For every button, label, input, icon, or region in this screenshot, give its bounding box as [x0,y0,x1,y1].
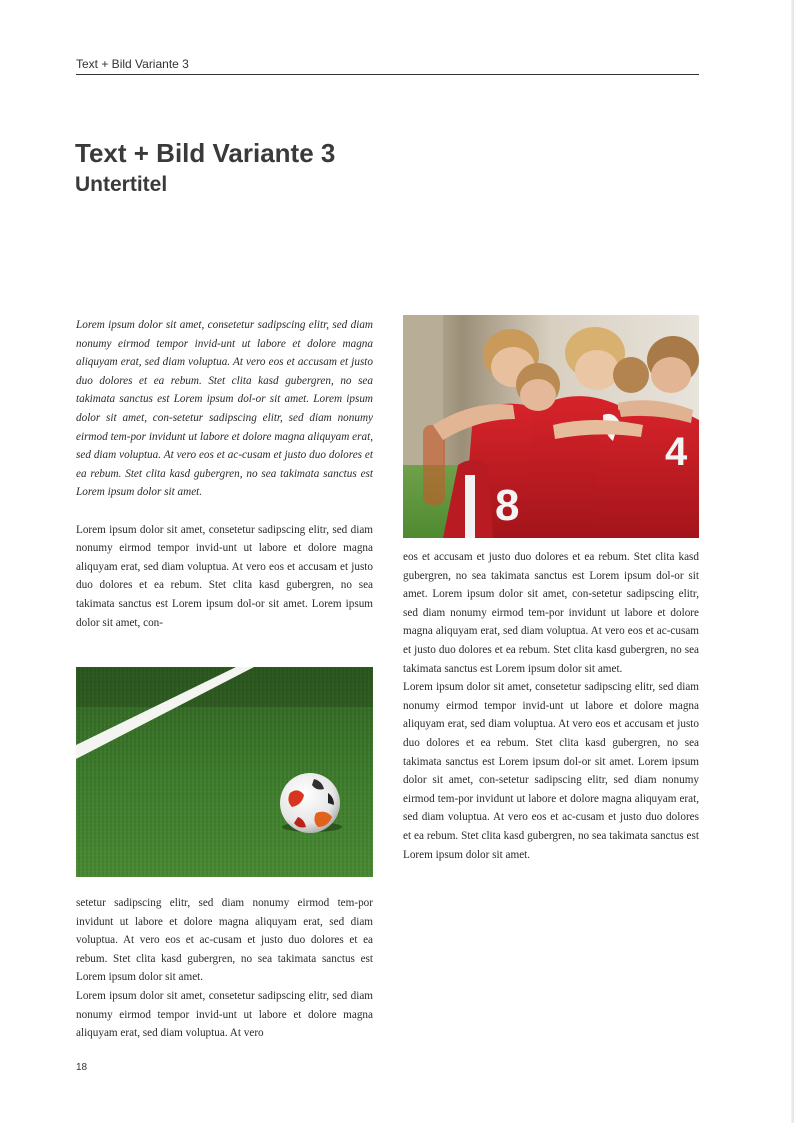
football-on-grass-illustration [76,667,373,877]
running-header: Text + Bild Variante 3 [76,57,699,75]
body-paragraph: setetur sadipscing elitr, sed diam nonumy eirmod tem-por invidunt ut labore et dolore magna aliquyam erat, sed diam voluptua. At vero eos et ac-cusam et justo duo dolores et ea rebum. Stet clita kasd gubergren, no sea takimata sanctus est Lorem ipsum dolor sit amet. [76,897,373,984]
body-paragraph: Lorem ipsum dolor sit amet, consetetur sadipscing elitr, sed diam nonumy eirmod tempor invid-unt ut labore et dolore magna aliquyam erat, sed diam voluptua. At vero eos et accusam et justo duo dolores et ea rebum. Stet clita kasd gubergren, no sea takimata sanctus est Lorem ipsum dol-or sit amet. Lorem ipsum dolor sit amet, con-setetur sadipscing elitr, sed diam nonumy eirmod tem-por invidunt ut labore et dolore magna aliquyam erat, sed diam voluptua. At vero eos et ac-cusam et justo duo dolores et ea rebum. Stet clita kasd gubergren, no sea takimata sanctus est Lorem ipsum dolor sit amet. [403,681,699,861]
body-paragraph: Lorem ipsum dolor sit amet, consetetur sadipscing elitr, sed diam nonumy eirmod tempor invid-unt ut labore et dolore magna aliquyam erat, sed diam voluptua. At vero eos et accusam et justo duo dolores et ea rebum. Stet clita kasd gubergren, no sea takimata sanctus est Lorem ipsum dol-or sit amet. Lorem ipsum dolor sit amet, con- [76,523,373,629]
body-paragraph: Lorem ipsum dolor sit amet, consetetur sadipscing elitr, sed diam nonumy eirmod tempor invid-unt ut labore et dolore magna aliquyam erat, sed diam voluptua. At vero [76,989,373,1040]
svg-text:4: 4 [665,430,688,474]
left-column-bottom [76,894,373,1043]
body-paragraph: eos et accusam et justo duo dolores et ea rebum. Stet clita kasd gubergren, no sea takimata sanctus est Lorem ipsum dol-or sit amet. Lorem ipsum dolor sit amet, con-setetur sadipscing elitr, sed diam nonumy eirmod tem-por invidunt ut labore et dolore magna aliquyam erat, sed diam voluptua. At vero eos et ac-cusam et justo duo dolores et ea rebum. Stet clita kasd gubergren, no sea takimata sanctus est Lorem ipsum dolor sit amet. [403,551,699,675]
team-huddle-illustration [403,315,699,538]
page-title: Text + Bild Variante 3 [75,138,336,168]
svg-text:8: 8 [495,481,520,530]
team-image [403,315,699,538]
page-subtitle: Untertitel [75,173,168,196]
right-column [403,548,699,864]
football-image [76,667,373,877]
intro-paragraph: Lorem ipsum dolor sit amet, consetetur sadipscing elitr, sed diam nonumy eirmod tempor invid-unt ut labore et dolore magna aliquyam erat, sed diam voluptua. At vero eos et accusam et justo duo dolores et ea rebum. Stet clita kasd gubergren, no sea takimata sanctus est Lorem ipsum dol-or sit amet. Lorem ipsum dolor sit amet, con-setetur sadipscing elitr, sed diam nonumy eirmod tem-por invidunt ut labore et dolore magna aliquyam erat, sed diam voluptua. At vero eos et ac-cusam et justo duo dolores et ea rebum. Stet clita kasd gubergren, no sea takimata sanctus est Lorem ipsum dolor sit amet. [76,319,373,499]
page-number: 18 [76,1062,88,1073]
left-column-top [76,316,373,632]
